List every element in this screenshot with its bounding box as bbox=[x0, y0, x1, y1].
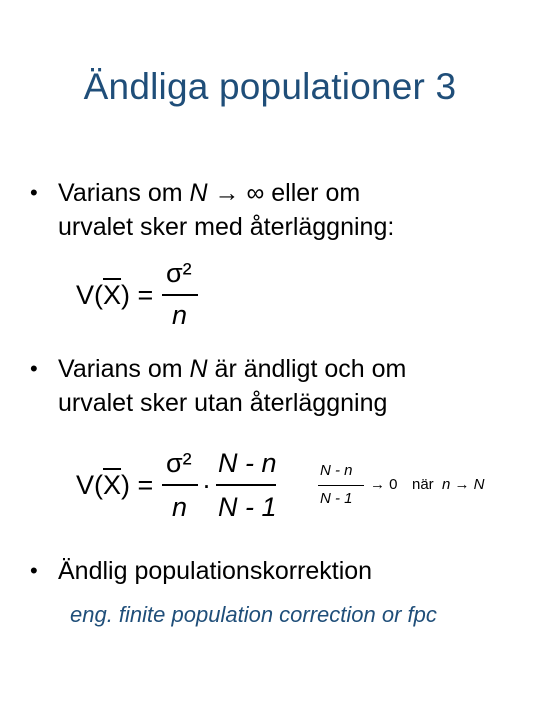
bullet-text-pre: Varians om bbox=[58, 355, 190, 383]
limit-condition: n → N bbox=[442, 476, 485, 493]
bullet-text-line2: urvalet sker med återläggning: bbox=[58, 213, 395, 241]
bullet-variance-infinite bbox=[30, 176, 520, 244]
bullet-icon: • bbox=[30, 180, 38, 205]
fraction-bar bbox=[216, 484, 276, 486]
limit-arrow: → 0 bbox=[370, 476, 398, 493]
bullet-text-post: är ändligt och om bbox=[207, 355, 407, 383]
formula-limit bbox=[318, 460, 518, 516]
bullet-fpc bbox=[30, 554, 520, 588]
formula-numerator: σ² bbox=[166, 258, 192, 288]
formula-numerator-1: σ² bbox=[166, 448, 192, 478]
formula-lhs: $V(\overline{X})$ = bbox=[76, 280, 154, 310]
limit-nar: när bbox=[412, 476, 434, 493]
limit-numerator: N - n bbox=[320, 462, 353, 479]
variable-N: N bbox=[189, 355, 208, 383]
fraction-bar bbox=[318, 485, 364, 486]
bullet-text-post: → ∞ eller om bbox=[207, 179, 361, 207]
formula-numerator-2: N - n bbox=[218, 448, 277, 478]
bullet-variance-finite bbox=[30, 352, 520, 420]
formula-denominator: n bbox=[172, 300, 188, 330]
bullet-text-pre: Varians om bbox=[58, 179, 190, 207]
formula-variance-with-replacement bbox=[76, 256, 236, 336]
bullet-text: Ändlig populationskorrektion bbox=[58, 557, 373, 585]
formula-denominator-1: n bbox=[172, 492, 188, 522]
limit-denominator: N - 1 bbox=[320, 490, 353, 507]
bullet-icon: • bbox=[30, 558, 38, 583]
translation-note: eng. finite population correction or fpc bbox=[70, 602, 437, 627]
formula-denominator-2: N - 1 bbox=[218, 492, 277, 522]
fraction-bar bbox=[162, 294, 198, 296]
formula-dot: · bbox=[202, 470, 211, 500]
variable-N: N bbox=[189, 179, 208, 207]
bullet-text-line2: urvalet sker utan återläggning bbox=[58, 389, 388, 417]
formula-lhs: $V(\overline{X})$ = bbox=[76, 470, 154, 500]
bullet-icon: • bbox=[30, 356, 38, 381]
fraction-bar bbox=[162, 484, 198, 486]
page-title: Ändliga populationer 3 bbox=[83, 66, 457, 107]
formula-variance-without-replacement bbox=[76, 442, 296, 532]
